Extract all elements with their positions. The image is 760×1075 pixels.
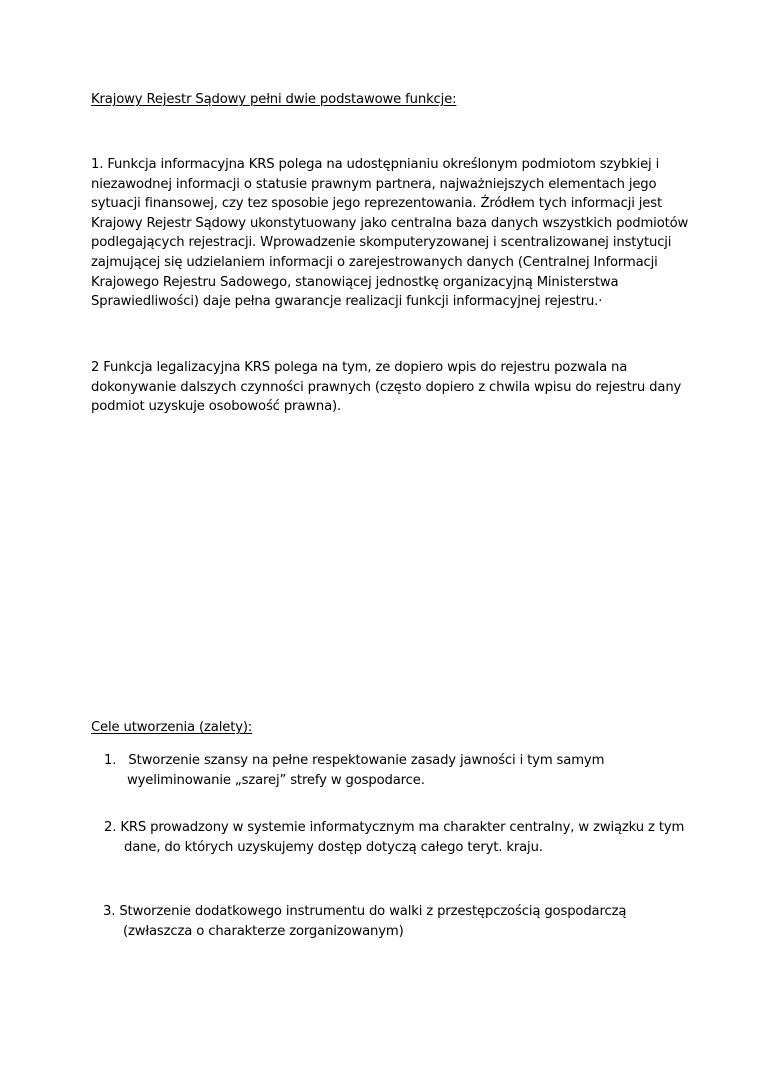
paragraph-line: dokonywanie dalszych czynności prawnych (często dopiero z chwila wpisu do rejestru dany [91,379,682,395]
paragraph-line: podmiot uzyskuje osobowość prawna). [91,399,342,415]
paragraph-line: Sprawiedliwości) daje pełna gwarancje realizacji funkcji informacyjnej rejestru.· [91,294,603,310]
paragraph-line: Krajowy Rejestr Sądowy ukonstytuowany jako centralna baza danych wszystkich podmiotów [91,215,689,231]
paragraph-line: 1. Funkcja informacyjna KRS polega na udostępnianiu określonym podmiotom szybkiej i [91,157,660,172]
list-item-continuation: dane, do których uzyskujemy dostęp dotyczą całego teryt. kraju. [124,839,543,855]
paragraph-information-function [91,155,688,312]
paragraph-line: podlegających rejestracji. Wprowadzenie skomputeryzowanej i scentralizowanej instytucji [91,235,672,251]
paragraph-line: zajmującej się udzielaniem informacji o zarejestrowanych danych (Centralnej Informacji [91,254,658,270]
paragraph-line: sytuacji finansowej, czy tez sposobie jego reprezentowania. Źródłem tych informacji jest [91,196,662,212]
paragraph-line: Krajowego Rejestru Sadowego, stanowiącej jednostkę organizacyjną Ministerstwa [91,274,619,290]
goals-heading: Cele utworzenia (zalety): [91,720,253,735]
paragraph-legalization-function [91,358,681,417]
paragraph-line: niezawodnej informacji o statusie prawnym partnera, najważniejszych elementach jego [91,176,657,192]
list-item-continuation: (zwłaszcza o charakterze zorganizowanym) [123,923,404,939]
list-item [103,902,626,941]
list-item [104,751,604,790]
list-item-first-line: 2. KRS prowadzony w systemie informatycznym ma charakter centralny, w związku z tym [104,820,685,835]
list-item-first-line: 3. Stworzenie dodatkowego instrumentu do walki z przestępczością gospodarczą [103,904,627,919]
list-item-continuation: wyeliminowanie „szarej” strefy w gospodarce. [127,772,425,788]
list-item-first-line: 1. Stworzenie szansy na pełne respektowanie zasady jawności i tym samym [104,753,605,768]
list-item [104,818,684,857]
paragraph-line: 2 Funkcja legalizacyjna KRS polega na tym, ze dopiero wpis do rejestru pozwala na [91,360,628,375]
functions-heading: Krajowy Rejestr Sądowy pełni dwie podstawowe funkcje: [91,92,457,107]
